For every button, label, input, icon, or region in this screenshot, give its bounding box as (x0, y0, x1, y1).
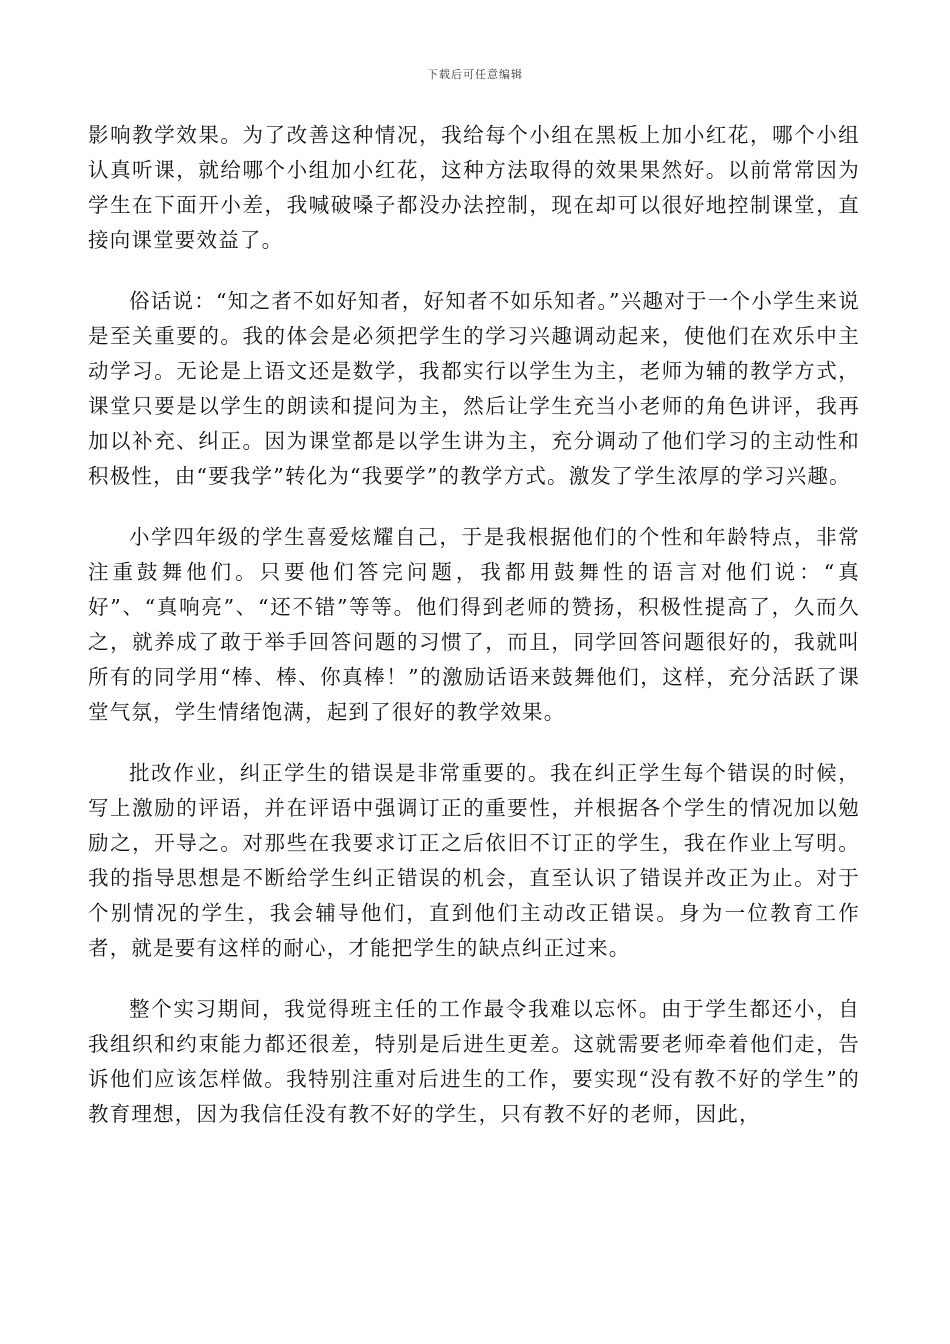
paragraph-2: 俗话说：“知之者不如好知者，好知者不如乐知者。”兴趣对于一个小学生来说是至关重要的。我的体会是必须把学生的学习兴趣调动起来，使他们在欢乐中主动学习。无论是上语文还是数学，我都实行以学生为主，老师为辅的教学方式，课堂只要是以学生的朗读和提问为主，然后让学生充当小老师的角色讲评，我再加以补充、纠正。因为课堂都是以学生讲为主，充分调动了他们学习的主动性和积极性，由“要我学”转化为“我要学”的教学方式。激发了学生浓厚的学习兴趣。 (88, 289, 860, 488)
header-note: 下载后可任意编辑 (427, 68, 523, 81)
paragraph-3: 小学四年级的学生喜爱炫耀自己，于是我根据他们的个性和年龄特点，非常注重鼓舞他们。只要他们答完问题，我都用鼓舞性的语言对他们说：“真好”、“真响亮”、“还不错”等等。他们得到老师的赞扬，积极性提高了，久而久之，就养成了敢于举手回答问题的习惯了，而且，同学回答问题很好的，我就叫所有的同学用“棒、棒、你真棒！”的激励话语来鼓舞他们，这样，充分活跃了课堂气氛，学生情绪饱满，起到了很好的教学效果。 (88, 525, 860, 724)
paragraph-1: 影响教学效果。为了改善这种情况，我给每个小组在黑板上加小红花，哪个小组认真听课，就给哪个小组加小红花，这种方法取得的效果果然好。以前常常因为学生在下面开小差，我喊破嗓子都没办法控制，现在却可以很好地控制课堂，直接向课堂要效益了。 (88, 123, 860, 252)
paragraph-5: 整个实习期间，我觉得班主任的工作最令我难以忘怀。由于学生都还小，自我组织和约束能力都还很差，特别是后进生更差。这就需要老师牵着他们走，告诉他们应该怎样做。我特别注重对后进生的工作，要实现“没有教不好的学生”的教育理想，因为我信任没有教不好的学生，只有教不好的老师，因此， (88, 997, 860, 1126)
paragraph-4: 批改作业，纠正学生的错误是非常重要的。我在纠正学生每个错误的时候，写上激励的评语，并在评语中强调订正的重要性，并根据各个学生的情况加以勉励之，开导之。对那些在我要求订正之后依旧不订正的学生，我在作业上写明。我的指导思想是不断给学生纠正错误的机会，直至认识了错误并改正为止。对于个别情况的学生，我会辅导他们，直到他们主动改正错误。身为一位教育工作者，就是要有这样的耐心，才能把学生的缺点纠正过来。 (88, 761, 860, 960)
document-body (88, 118, 860, 1158)
